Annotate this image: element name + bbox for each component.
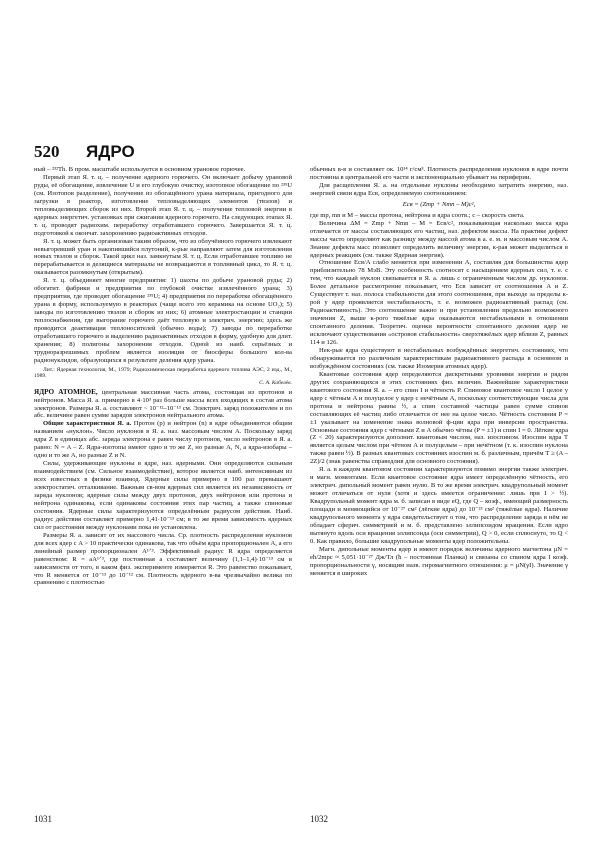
paragraph: Магн. дипольные моменты ядер и имеют порядок величины ядерного магнетона μN = eħ/2mpc ≈ 5,051·10⁻²⁷ Дж/Тл (ħ – постоянная Планка) и связаны со спином ядра I коэф. пропорциональности γ, носящим назв. гиромагнитного отношения: μ = μN(γI). Значение γ меняется в широких: [310, 545, 568, 577]
entry-definition: центральная массивная часть атома, состоящая из протонов и нейтронов. Масса Я. а. примерно в 4·10³ раз больше массы всех входящих в состав атома электронов. Размеры Я. а. составляют ~ 10⁻¹²–10⁻¹³ см. Электрич. заряд положителен и по абс. величине равен сумме зарядов электронов нейтрального атома.: [34, 388, 293, 420]
footer-page-number-left: 1031: [34, 814, 52, 824]
left-column: [34, 166, 292, 587]
right-column: [310, 166, 568, 578]
paragraph: обычных в-в и составляет ок. 10¹⁴ г/см³. Плотность распределения нуклонов в ядре почти постоянна в центральной его части и экспоненциально убывает на периферии.: [310, 166, 568, 181]
author-signature: С. А. Кобелёв.: [259, 380, 292, 387]
entry-headword: ЯДРО АТОМНОЕ,: [34, 387, 98, 396]
paragraph: Я. т. ц. может быть организован таким образом, что из облучённого горючего извлекают невыгоревший уран и накопившийся плутоний, к-рые направляют затем для изготовления новых твэлов и сборок. Такой цикл наз. замкнутым Я. т. ц. Если отработавшее топливо не перерабатывается и делящиеся материалы не возвращаются в топливный цикл, то Я. т. ц. оказывается разомкнутым (открытым).: [34, 237, 292, 277]
paragraph: Первый этап Я. т. ц. – получение ядерного горючего. Он включает добычу урановой руды, её обогащение, извлечение U и его глубокую очистку, изотопное обогащение по ²³⁵U (см. Изотопов разделение), получение из обогащённого урана материала, пригодного для загрузки в реактор, изготовление тепловыделяющих элементов (твэлов) и тепловыделяющих сборок из них. Второй этап Я. т. ц. – получение тепловой энергии в ядерных энергетич. установках при сжигании ядерного горючего. На следующих этапах Я. т. ц. проводят радиохим. переработку отработавшего горючего. Завершается Я. т. ц. подготовкой к окончат. захоронению радиоактивных отходов.: [34, 173, 292, 237]
paragraph: Отношение Eсв/A слабо меняется при изменении A, составляя для большинства ядер приблизительно 78 МэВ. Эту особенность соотносят с насыщением ядерных сил, т. е. с тем, что каждый нуклон связывается в Я. а. лишь с ограниченным числом др. нуклонов. Более детальное рассмотрение показывает, что Eсв зависит от соотношения A и Z. Существует т. наз. полоса стабильности для этого соотношения, при выходе за пределы к-рой у ядер проявляется нестабильность, т. е. возможен радиоактивный распад (см. Радиоактивность). Это соотношение важно и при установлении предельно возможного значения Z, выше к-рого тяжёлые ядра оказываются нестабильными в отношении спонтанного деления. Теоретич. оценки вероятности спонтанного деления ядер не исключают существования «островов стабильности» сверхтяжёлых ядер вблизи Z, равных 114 и 126.: [310, 259, 568, 347]
paragraph: Квантовые состояния ядер определяются дискретными уровнями энергии и рядом других сохраняющихся в этих состояниях физ. величин. Важнейшие характеристики квантового состояния Я. а. – его спин I и чётность P. Спиновое квантовое число I целое у ядер с чётным A и полуцелое у ядер с нечётным A, поскольку соответствующие числа для протона и нейтрона равны ½, а спин составной частицы равен сумме спинов составляющих её частиц либо отличается от нее на целое число. Чётность состояния P = ±1 указывает на изменение знака волновой ф-ции ядра при инверсии пространства. Основные состояния ядер с чётными Z и A обычно чётны (P = ±1) и спин I = 0. Лёгкие ядра (Z < 20) характеризуются дополнит. квантовым числом, наз. изоспином. Изоспин ядра T является целым числом при чётном A и полуцелым – при нечётном (т. к. изоспин нуклона также равен ½). В разных квантовых состояниях изоспин м. б. различным, причём T ≥ (A – 2Z)/2 (знак равенства справедлив для основного состояния).: [310, 370, 568, 466]
paragraph: [34, 420, 292, 460]
entry-paragraph: [34, 389, 292, 421]
running-title: ЯДРО: [86, 142, 135, 161]
literature-reference: [34, 367, 292, 387]
subheading: Общие характеристики Я. а.: [43, 420, 132, 428]
footer-page-number-right: 1032: [310, 814, 328, 824]
paragraph: Я. а. в каждом квантовом состоянии характеризуются помимо энергии также электрич. и магн. моментами. Если квантовое состояние ядра имеет определённую чётность, его электрич. дипольный момент равен нулю. В то же время электрич. квадрупольный момент может отличаться от нуля (хотя и здесь имеется ограничение: лишь при I > ½). Квадрупольный момент ядра м. б. записан в виде eQ, где Q – коэф., имеющий размерность площади и меняющийся от 10⁻²⁷ см² (лёгкие ядра) до 10⁻²³ см² (тяжёлые ядра). Наличие квадрупольного момента у ядра свидетельствует о том, что распределение заряда в нём не обладает сферич. симметрией и м. б. представлено эллипсоидом вращения. Если ядро вытянуто вдоль оси вращения эллипсоида (оси симметрии), Q > 0, если сплюснуто, то Q < 0. Как правило, большие квадрупольные моменты ядер положительны.: [310, 466, 568, 545]
literature-text: Лит.: Ядерная технология, М., 1979; Радиохимическая переработка ядерного топлива АЭС, 2 изд., М., 1989.: [34, 366, 292, 380]
paragraph-text: Протон (p) и нейтрон (n) в ядре объединяются общим названием «нуклон». Число нуклонов в Я. а. наз. массовым числом A. Поскольку заряд ядра Z в единицах абс. заряда электрона е равен числу протонов, число нейтронов в Я. а. равно: N = A – Z. Ядра-изотопы имеют одно и то же Z, но разные A, N, а ядра-изобары – одно и то же A, но разные Z и N.: [34, 420, 293, 460]
paragraph: Я. т. ц. объединяет многие предприятия: 1) шахты по добыче урановой руды; 2) обогатит. фабрики и предприятия по глубокой очистке извлечённого урана; 3) предприятия, где проводят обогащение ²³⁵U; 4) предприятия по переработке обогащённого урана в форму, используемую в реакторах (чаще всего это керамика на основе UO₂); 5) заводы по изготовлению твэлов и сборок из них; 6) атомные электростанции и станции теплоснабжения, где выгорание горючего даёт тепловую и электрич. энергию; здесь же проводится деактивация теплоносителей (обычно воды); 7) заводы по переработке отработавшего горючего и выделению радиоактивных отходов в форму, удобную для длит. хранения; 8) полигоны захоронения отходов. Одной из наиб. серьёзных и трудноразрешимых проблем является изоляция от биосферы большого кол-ва радионуклидов, образующихся в результате деления ядер урана.: [34, 277, 292, 364]
paragraph: Размеры Я. а. зависят от их массового числа. Ср. плотность распределения нуклонов для всех ядер с A > 10 практически одинакова, так что объём ядра пропорционален A, а его линейный размер пропорционален A¹ᐟ³. Эффективный радиус R ядра определяется равенством: R = aA¹ᐟ³, где постоянная a составляет величину (1,1–1,4)·10⁻¹³ см в зависимости от того, в каком физ. эксперименте измеряется R. Это равенство показывает, что R меняется от 10⁻¹³ до 10⁻¹² см. Плотность ядерного в-ва чрезвычайно велика по сравнению с плотностью: [34, 531, 292, 587]
paragraph: ный – ²³²Th. В пром. масштабе используется в основном урановое горючее.: [34, 166, 246, 173]
binding-energy-formula: Eсв = (Zmp + Nmn – M)c²,: [402, 200, 476, 208]
paragraph: Нек-рые ядра существуют в нестабильных возбуждённых энергетич. состояниях, что обнаруживается по различным характеристикам радиоактивного распада в основном и возбуждённом состояниях (см. также Изомерия атомных ядер).: [310, 346, 568, 370]
paragraph: Величина ΔM = Zmp + Nmn – M = Eсв/c², показывающая насколько масса ядра отличается от массы составляющих его частиц, наз. дефектом массы. На практике дефект массы часто определяют как разницу между массой атома в а. е. м. и массовым числом A. Знание дефекта масс позволяет определить величину энергии, к-рая может выделиться в ядерных реакциях (см. также Ядерная энергия).: [310, 219, 568, 259]
page-number: 520: [34, 142, 60, 161]
paragraph: Для расщепления Я. а. на отдельные нуклоны необходимо затратить энергию, наз. энергией связи ядра Eсв, определяемую соотношением:: [310, 181, 568, 197]
paragraph: где mp, mn и M – массы протона, нейтрона и ядра соотв.; c – скорость света.: [310, 211, 525, 219]
paragraph: Силы, удерживающие нуклоны в ядре, наз. ядерными. Они определяются сильным взаимодействием (см. Сильное взаимодействие), которое является наиб. интенсивным из всех известных в физике взаимод. Ядерные силы примерно в 100 раз превышают электростатич. отталкивание. Важным св-вом ядерных сил является их независимость от заряда нуклонов; ядерные силы между двух протонов, двух нейтронов или протона и нейтрона одинаковы, если одинаковы состояния этих пар частиц, а также спиновые состояния. Ядерные силы характеризуются определённым радиусом действия. Наиб. радиус действия составляет примерно 1,41·10⁻¹³ см; в то же время зависимость ядерных сил от расстояния между нуклонами пока не установлена.: [34, 460, 292, 531]
